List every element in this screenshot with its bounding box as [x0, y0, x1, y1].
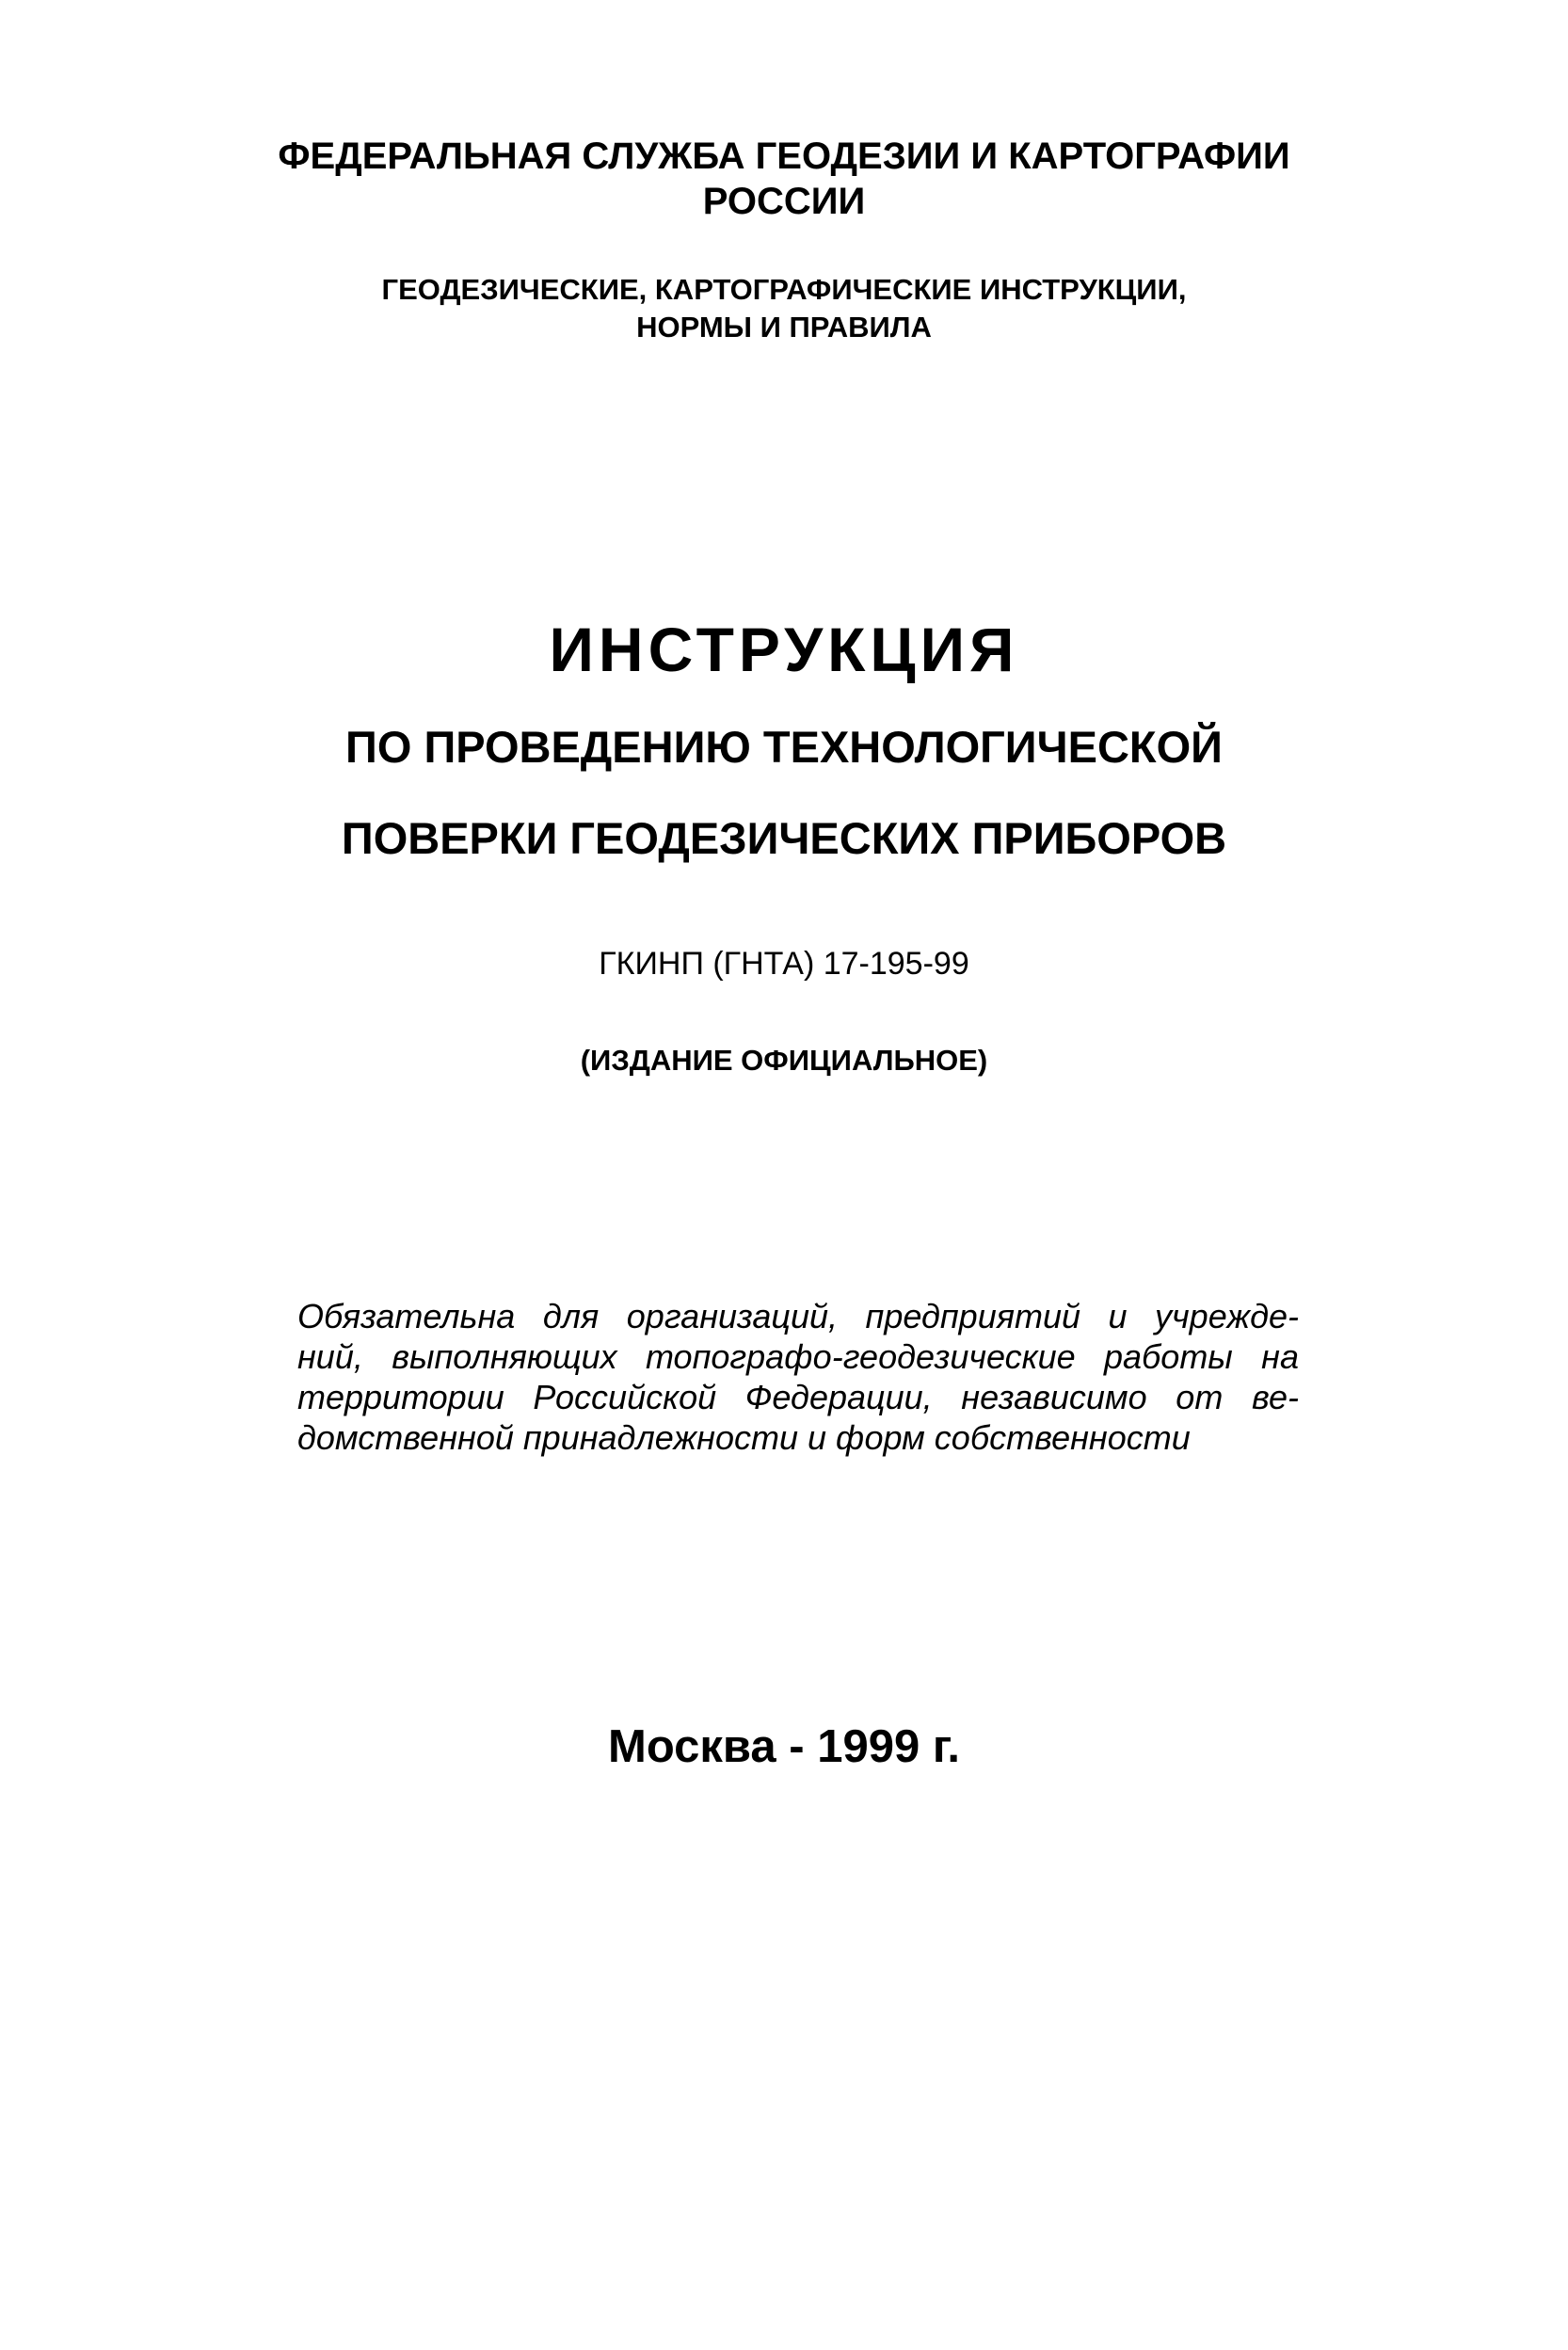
scope-statement-line-1: Обязательна для организаций, предприятий и учрежде- — [297, 1297, 1299, 1335]
document-code: ГКИНП (ГНТА) 17-195-99 — [599, 946, 969, 982]
document-subtitle-line-2: ПОВЕРКИ ГЕОДЕЗИЧЕСКИХ ПРИБОРОВ — [341, 813, 1227, 863]
agency-name-line-1: ФЕДЕРАЛЬНАЯ СЛУЖБА ГЕОДЕЗИИ И КАРТОГРАФИИ — [278, 136, 1290, 177]
scope-statement-line-2: ний, выполняющих топографо-геодезические работы на — [297, 1337, 1299, 1376]
document-subtitle-line-1: ПО ПРОВЕДЕНИЮ ТЕХНОЛОГИЧЕСКОЙ — [345, 722, 1223, 772]
series-name-line-1: ГЕОДЕЗИЧЕСКИЕ, КАРТОГРАФИЧЕСКИЕ ИНСТРУКЦИИ, — [381, 273, 1187, 306]
document-title: ИНСТРУКЦИЯ — [549, 615, 1019, 684]
edition-note: (ИЗДАНИЕ ОФИЦИАЛЬНОЕ) — [580, 1044, 988, 1077]
scope-statement-line-3: территории Российской Федерации, независимо от ве- — [297, 1378, 1299, 1416]
series-name-line-2: НОРМЫ И ПРАВИЛА — [636, 311, 932, 344]
publication-place-year: Москва - 1999 г. — [608, 1721, 960, 1772]
scope-statement-line-4: домственной принадлежности и форм собственности — [297, 1418, 1191, 1457]
agency-name-line-2: РОССИИ — [702, 181, 866, 222]
